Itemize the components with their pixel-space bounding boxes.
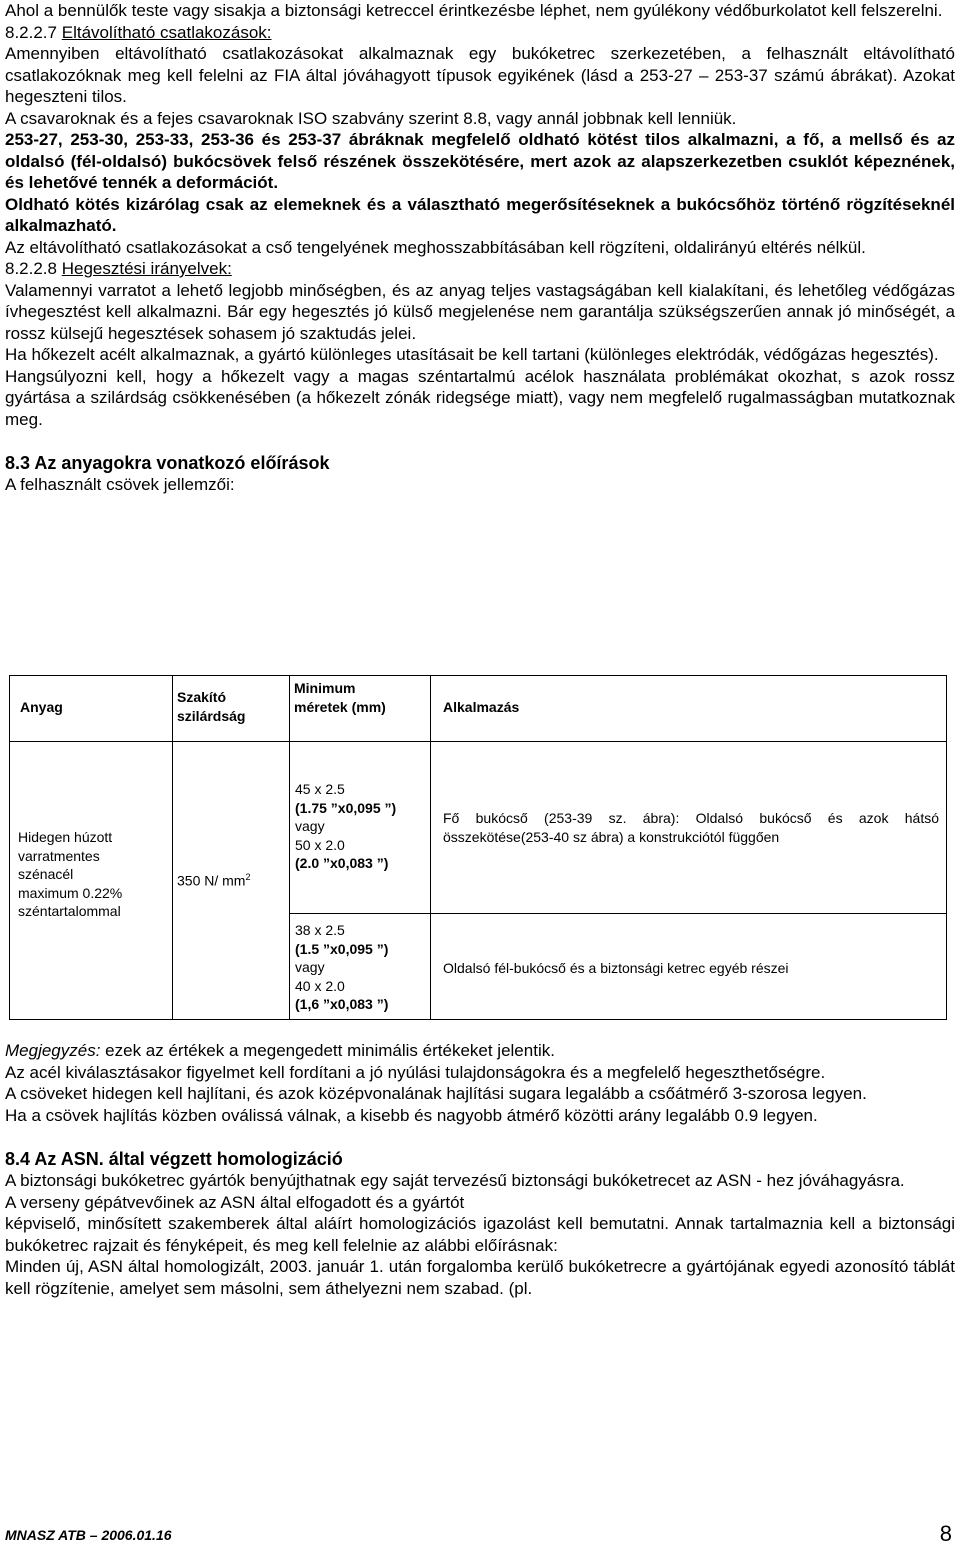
dimension-line: (1,6 ”x0,083 ”): [295, 996, 389, 1012]
section-8227-para-2: A csavaroknak és a fejes csavaroknak ISO szabvány szerint 8.8, vagy annál jobbnak kell lenniük.: [5, 108, 737, 128]
header-strength: Szakító szilárdság: [177, 689, 246, 724]
dimension-line: 50 x 2.0: [295, 836, 345, 853]
section-8228-title: Hegesztési irányelvek:: [61, 259, 232, 278]
section-84-para-2b: képviselő, minősített szakemberek által aláírt homologizációs igazolást kell bemutatni. Annak tartalmaznia kell a biztonsági bukóketrec rajzait és fényképeit, és meg kell felelnie az alábbi előírásnak:: [5, 1214, 955, 1255]
section-83-subtitle: A felhasznált csövek jellemzői:: [5, 475, 235, 494]
material-line: maximum 0.22%: [18, 884, 123, 901]
strength-cell: [177, 868, 250, 890]
section-8227-number: 8.2.2.7: [5, 22, 57, 42]
page-number: 8: [939, 1521, 952, 1546]
strength-exponent: 2: [245, 872, 251, 882]
section-8227-para-3: 253-27, 253-30, 253-33, 253-36 és 253-37 ábráknak megfelelő oldható kötést tilos alkalmazni, a fő, a mellső és az oldalsó (fél-oldalsó) bukócsövek felső részének összekötésére, mert azok az alapszerkezetben csuklót képeznének, és lehetővé tennék a deformációt.: [5, 130, 955, 192]
document-page-lower: [5, 1040, 955, 1299]
section-8228-heading: [5, 258, 955, 280]
footer-doc-id: MNASZ ATB – 2006.01.16: [5, 1527, 172, 1543]
dimensions-cell-1: [295, 780, 396, 873]
section-8227-heading: [5, 22, 955, 44]
dimension-line: (1.5 ”x0,095 ”): [295, 940, 389, 957]
dimension-line: 45 x 2.5: [295, 781, 345, 797]
section-84-heading: [5, 1148, 955, 1170]
dimension-line: vagy: [295, 818, 325, 834]
section-8227-para-1: Amennyiben eltávolítható csatlakozásokat alkalmaznak egy bukóketrec szerkezetében, a felhasznált eltávolítható csatlakozóknak meg kell felelni az FIA által jóváhagyott típusok egyikének (lásd a 253-27 – 253-37 számú ábrákat). Azokat hegeszteni tilos.: [5, 44, 955, 106]
dimension-line: 40 x 2.0: [295, 977, 345, 994]
application-cell-2: Oldalsó fél-bukócső és a biztonsági ketrec egyéb részei: [443, 960, 789, 976]
section-84-title: Az ASN. által végzett homologizáció: [34, 1149, 343, 1169]
section-8228-para-1: Valamennyi varratot a lehető legjobb minőségben, és az anyag teljes vastagságában kell kialakítani, és lehetőleg védőgázas ívhegesztést kell alkalmazni. Bár egy hegesztés jó külső megjelenése nem garantálja szükségszerűen annak jó minőségét, a rossz külsejű hegesztések sohasem jó szaktudás jelei.: [5, 280, 955, 343]
section-8228-number: 8.2.2.8: [5, 259, 57, 278]
section-8228-para-3: Hangsúlyozni kell, hogy a hőkezelt vagy a magas széntartalmú acélok használata problémákat okozhat, s azok rossz gyártása a szilárdság csökkenésében (a hőkezelt zónák ridegsége miatt), vagy nem megfelelő rugalmasságban mutatkoznak meg.: [5, 366, 955, 429]
material-line: Hidegen húzott: [18, 829, 113, 845]
note-4: Ha a csövek hajlítás közben oválissá válnak, a kisebb és nagyobb átmérő közötti arány legalább 0.9 legyen.: [5, 1105, 818, 1125]
note-label: Megjegyzés:: [5, 1041, 101, 1060]
dimension-line: vagy: [295, 959, 325, 975]
document-page: [5, 0, 955, 496]
section-8227-title: Eltávolítható csatlakozások:: [61, 22, 272, 42]
dimension-line: (1.75 ”x0,095 ”): [295, 799, 397, 816]
note-1: [5, 1040, 955, 1062]
section-84-para-3: Minden új, ASN által homologizált, 2003. január 1. után forgalomba kerülő bukóketrecre a gyártójának egyedi azonosító táblát kell rögzítenie, amelyet sem másolni, sem áthelyezni nem szabad. (pl.: [5, 1257, 955, 1298]
section-84-number: 8.4: [5, 1149, 31, 1169]
material-line: szénacél: [18, 866, 74, 882]
strength-value: 350 N/ mm: [177, 872, 246, 889]
section-8228-para-2: Ha hőkezelt acélt alkalmaznak, a gyártó különleges utasításait be kell tartani (különleges elektródák, védőgázas hegesztés).: [5, 345, 939, 364]
dimension-line: 38 x 2.5: [295, 922, 345, 938]
materials-table: [9, 675, 947, 1020]
material-line: széntartalommal: [18, 903, 121, 919]
note-2: Az acél kiválasztásakor figyelmet kell fordítani a jó nyúlási tulajdonságokra és a megfelelő hegeszthetőségre.: [5, 1062, 826, 1082]
intro-paragraph: Ahol a bennülők teste vagy sisakja a biztonsági ketreccel érintkezésbe léphet, nem gyúlékony védőburkolatot kell felszerelni.: [5, 1, 943, 20]
header-application: Alkalmazás: [443, 699, 520, 715]
section-84-para-2a: A verseny gépátvevőinek az ASN által elfogadott és a gyártót: [5, 1192, 465, 1212]
dimension-line: (2.0 ”x0,083 ”): [295, 855, 389, 871]
section-83-heading: [5, 452, 955, 474]
header-dimensions: Minimum méretek (mm): [294, 680, 386, 715]
note-1-text: ezek az értékek a megengedett minimális értékeket jelentik.: [100, 1041, 555, 1060]
header-material: Anyag: [20, 699, 63, 715]
dimensions-cell-2: [295, 921, 388, 1014]
material-cell: [18, 828, 170, 921]
section-83-number: 8.3: [5, 453, 31, 473]
note-3: A csöveket hidegen kell hajlítani, és azok középvonalának hajlítási sugara legalább a csőátmérő 3-szorosa legyen.: [5, 1084, 867, 1103]
application-cell-1: Fő bukócső (253-39 sz. ábra): Oldalsó bukócső és azok hátsó összekötése(253-40 sz ábra) a konstrukciótól függően: [443, 810, 939, 845]
section-8227-para-4: Oldható kötés kizárólag csak az elemeknek és a választható megerősítéseknek a bukócsőhöz történő rögzítéseknél alkalmazható.: [5, 194, 955, 235]
section-8227-para-5: Az eltávolítható csatlakozásokat a cső tengelyének meghosszabbításában kell rögzíteni, oldalirányú eltérés nélkül.: [5, 237, 866, 257]
material-line: varratmentes: [18, 847, 100, 864]
section-84-para-1: A biztonsági bukóketrec gyártók benyújthatnak egy saját tervezésű biztonsági bukóketrecet az ASN - hez jóváhagyásra.: [5, 1171, 905, 1190]
section-83-title: Az anyagokra vonatkozó előírások: [34, 453, 330, 473]
